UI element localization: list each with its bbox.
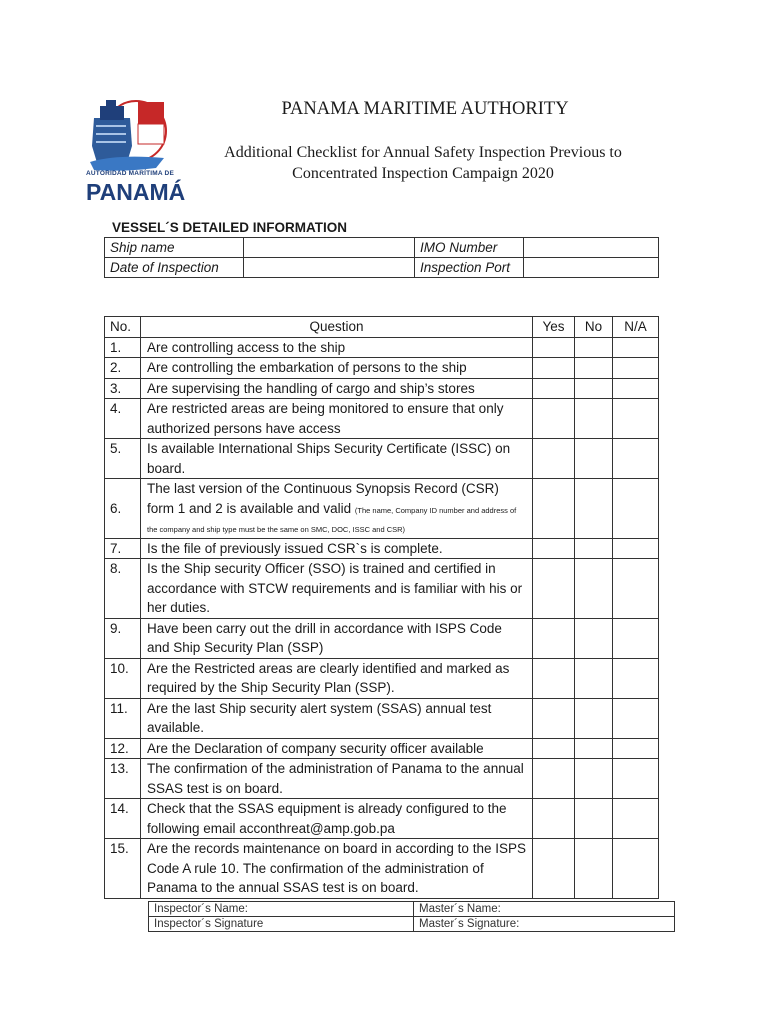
answer-na-cell[interactable] <box>613 358 659 379</box>
answer-na-cell[interactable] <box>613 698 659 738</box>
answer-yes-cell[interactable] <box>533 559 575 619</box>
inspection-date-field[interactable] <box>244 258 415 278</box>
question-number: 9. <box>105 618 141 658</box>
question-number: 10. <box>105 658 141 698</box>
answer-na-cell[interactable] <box>613 538 659 559</box>
subtitle-line-1: Additional Checklist for Annual Safety Inspection Previous to <box>224 144 622 161</box>
answer-yes-cell[interactable] <box>533 738 575 759</box>
table-row <box>105 337 659 358</box>
table-row <box>105 839 659 899</box>
answer-no-cell[interactable] <box>575 378 613 399</box>
inspector-signature-field[interactable]: Inspector´s Signature <box>149 917 414 932</box>
answer-yes-cell[interactable] <box>533 378 575 399</box>
answer-no-cell[interactable] <box>575 698 613 738</box>
question-number: 7. <box>105 538 141 559</box>
question-number: 6. <box>105 479 141 539</box>
ship-name-field[interactable] <box>244 238 415 258</box>
inspector-name-field[interactable]: Inspector´s Name: <box>149 902 414 917</box>
answer-yes-cell[interactable] <box>533 618 575 658</box>
question-note: (The name, Company ID number and address of the company and ship type must be the same on SMC, DOC, ISSC and CSR) <box>147 505 517 534</box>
vessel-info-table <box>104 237 659 278</box>
question-number: 11. <box>105 698 141 738</box>
answer-yes-cell[interactable] <box>533 358 575 379</box>
question-number: 13. <box>105 759 141 799</box>
answer-yes-cell[interactable] <box>533 658 575 698</box>
imo-number-field[interactable] <box>524 238 659 258</box>
answer-na-cell[interactable] <box>613 799 659 839</box>
question-text: Are the records maintenance on board in according to the ISPS Code A rule 10. The confirmation of the administration of Panama to the annual SSAS test is on board. <box>141 839 533 899</box>
answer-na-cell[interactable] <box>613 618 659 658</box>
table-row <box>105 439 659 479</box>
col-no-header: No <box>575 317 613 338</box>
answer-yes-cell[interactable] <box>533 399 575 439</box>
question-text: Are supervising the handling of cargo and ship’s stores <box>141 378 533 399</box>
answer-no-cell[interactable] <box>575 759 613 799</box>
table-row <box>105 479 659 539</box>
checklist-header-row <box>105 317 659 338</box>
inspection-checklist-table <box>104 316 659 899</box>
question-number: 4. <box>105 399 141 439</box>
answer-yes-cell[interactable] <box>533 439 575 479</box>
question-text: Are controlling access to the ship <box>141 337 533 358</box>
organization-title: PANAMA MARITIME AUTHORITY <box>281 99 569 119</box>
question-text: Is the Ship security Officer (SSO) is trained and certified in accordance with STCW requirements and is familiar with his or her duties. <box>141 559 533 619</box>
answer-no-cell[interactable] <box>575 538 613 559</box>
answer-no-cell[interactable] <box>575 358 613 379</box>
answer-na-cell[interactable] <box>613 759 659 799</box>
col-na-header: N/A <box>613 317 659 338</box>
master-signature-field[interactable]: Master´s Signature: <box>414 917 675 932</box>
signature-table <box>148 901 675 932</box>
col-yes-header: Yes <box>533 317 575 338</box>
table-row <box>105 378 659 399</box>
document-subtitle <box>200 142 646 184</box>
question-number: 1. <box>105 337 141 358</box>
answer-na-cell[interactable] <box>613 479 659 539</box>
question-number: 5. <box>105 439 141 479</box>
answer-no-cell[interactable] <box>575 439 613 479</box>
question-text: The confirmation of the administration of Panama to the annual SSAS test is on board. <box>141 759 533 799</box>
question-text: Are restricted areas are being monitored to ensure that only authorized persons have access <box>141 399 533 439</box>
table-row <box>105 358 659 379</box>
question-number: 8. <box>105 559 141 619</box>
vessel-section-title: VESSEL´S DETAILED INFORMATION <box>112 220 348 235</box>
answer-yes-cell[interactable] <box>533 759 575 799</box>
table-row <box>105 698 659 738</box>
answer-yes-cell[interactable] <box>533 479 575 539</box>
answer-no-cell[interactable] <box>575 738 613 759</box>
answer-no-cell[interactable] <box>575 559 613 619</box>
answer-na-cell[interactable] <box>613 559 659 619</box>
answer-no-cell[interactable] <box>575 799 613 839</box>
answer-na-cell[interactable] <box>613 378 659 399</box>
answer-yes-cell[interactable] <box>533 839 575 899</box>
answer-no-cell[interactable] <box>575 479 613 539</box>
table-row <box>105 618 659 658</box>
question-text: Check that the SSAS equipment is already configured to the following email acconthreat@amp.gob.pa <box>141 799 533 839</box>
inspection-port-field[interactable] <box>524 258 659 278</box>
answer-no-cell[interactable] <box>575 658 613 698</box>
answer-na-cell[interactable] <box>613 839 659 899</box>
table-row <box>105 799 659 839</box>
master-name-field[interactable]: Master´s Name: <box>414 902 675 917</box>
question-cell <box>141 479 533 539</box>
logo-caption: AUTORIDAD MARÍTIMA DE <box>86 170 174 177</box>
question-number: 2. <box>105 358 141 379</box>
answer-no-cell[interactable] <box>575 839 613 899</box>
table-row <box>105 738 659 759</box>
answer-na-cell[interactable] <box>613 439 659 479</box>
answer-na-cell[interactable] <box>613 658 659 698</box>
table-row <box>105 658 659 698</box>
logo-country: PANAMÁ <box>86 179 186 205</box>
answer-na-cell[interactable] <box>613 738 659 759</box>
answer-yes-cell[interactable] <box>533 799 575 839</box>
table-row <box>105 538 659 559</box>
question-number: 12. <box>105 738 141 759</box>
question-text: Are controlling the embarkation of persons to the ship <box>141 358 533 379</box>
question-text: Have been carry out the drill in accordance with ISPS Code and Ship Security Plan (SSP) <box>141 618 533 658</box>
question-text: The last version of the Continuous Synopsis Record (CSR) form 1 and 2 is available and valid <box>147 481 499 516</box>
question-text: Are the Declaration of company security officer available <box>141 738 533 759</box>
col-number-header: No. <box>105 317 141 338</box>
table-row <box>105 399 659 439</box>
table-row <box>105 759 659 799</box>
question-text: Are the last Ship security alert system (SSAS) annual test available. <box>141 698 533 738</box>
question-text: Are the Restricted areas are clearly identified and marked as required by the Ship Security Plan (SSP). <box>141 658 533 698</box>
answer-na-cell[interactable] <box>613 337 659 358</box>
answer-yes-cell[interactable] <box>533 538 575 559</box>
col-question-header: Question <box>141 317 533 338</box>
inspection-port-label: Inspection Port <box>415 258 524 278</box>
question-number: 14. <box>105 799 141 839</box>
subtitle-line-2: Concentrated Inspection Campaign 2020 <box>292 165 554 182</box>
inspection-date-label: Date of Inspection <box>105 258 244 278</box>
table-row <box>105 559 659 619</box>
question-number: 15. <box>105 839 141 899</box>
answer-no-cell[interactable] <box>575 337 613 358</box>
ship-name-label: Ship name <box>105 238 244 258</box>
answer-no-cell[interactable] <box>575 399 613 439</box>
answer-no-cell[interactable] <box>575 618 613 658</box>
answer-yes-cell[interactable] <box>533 698 575 738</box>
question-number: 3. <box>105 378 141 399</box>
question-text: Is the file of previously issued CSR`s is complete. <box>141 538 533 559</box>
answer-yes-cell[interactable] <box>533 337 575 358</box>
imo-number-label: IMO Number <box>415 238 524 258</box>
answer-na-cell[interactable] <box>613 399 659 439</box>
question-text: Is available International Ships Security Certificate (ISSC) on board. <box>141 439 533 479</box>
